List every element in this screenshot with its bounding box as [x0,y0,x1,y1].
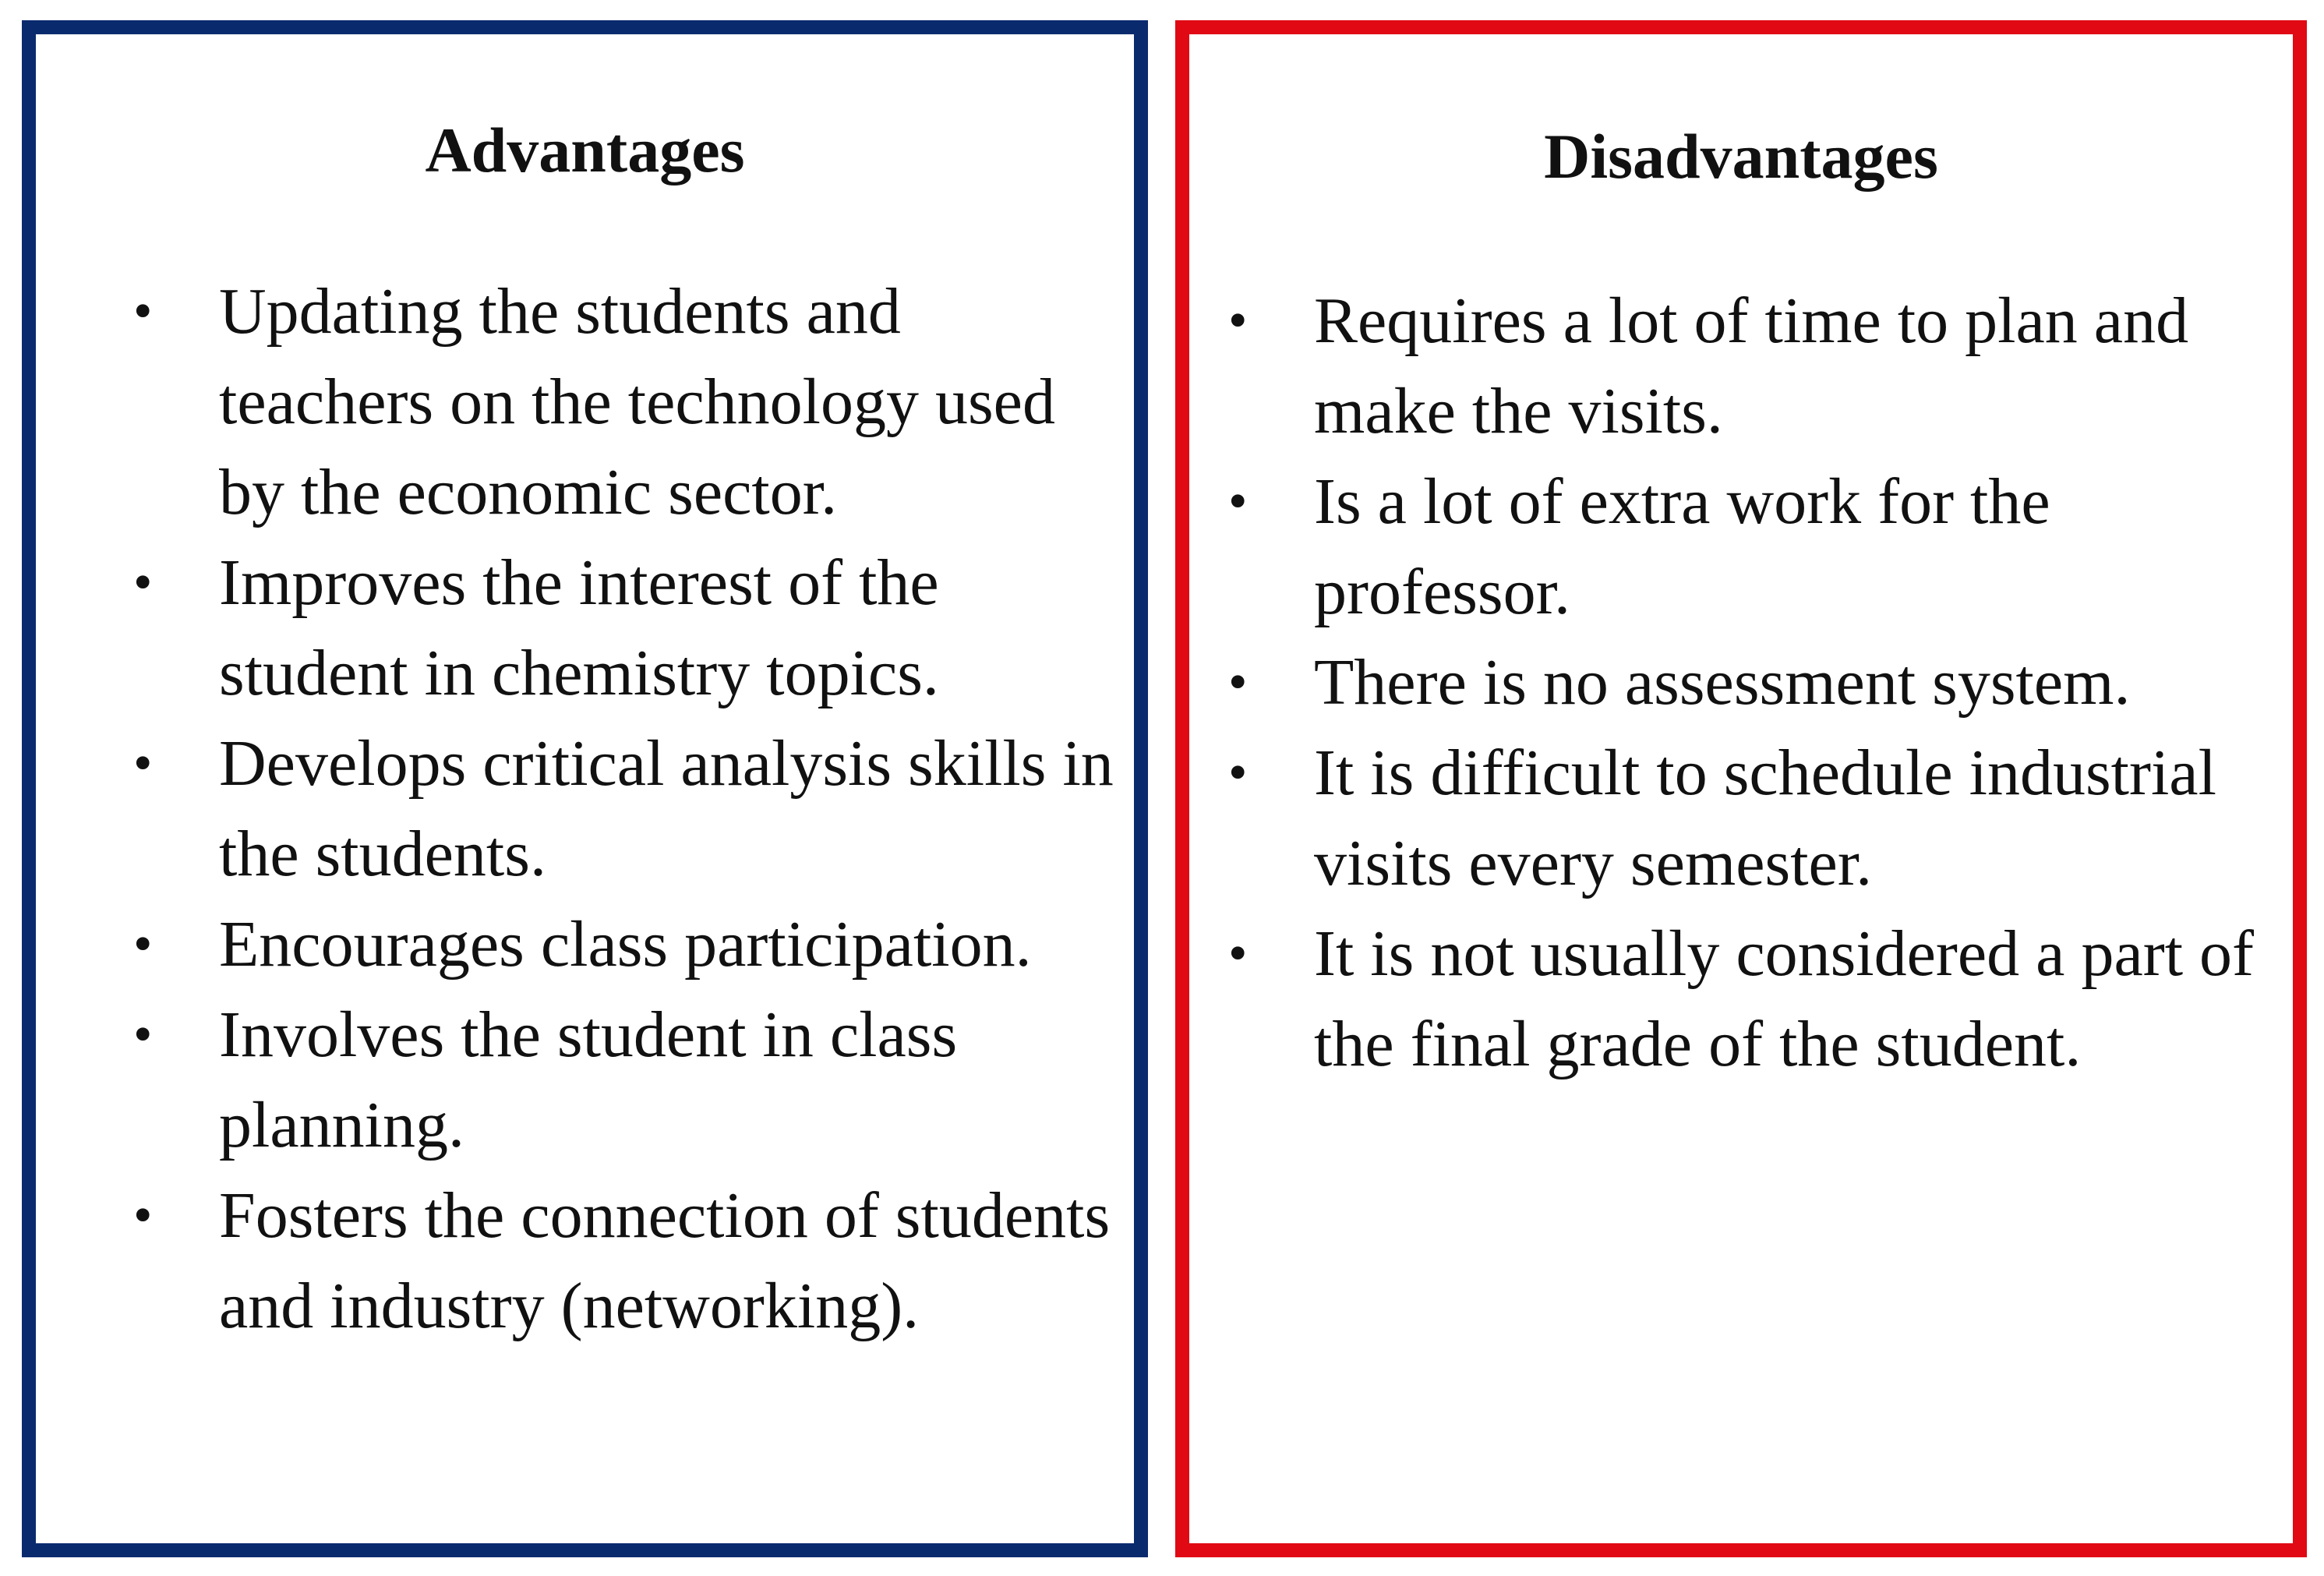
advantages-item [133,990,1131,1171]
advantages-item [133,267,1131,538]
disadvantages-list [1228,276,2312,1090]
disadvantages-item [1228,909,2312,1090]
advantages-item-text: Involves the student in class planning. [219,998,958,1161]
bullet-icon: • [133,281,153,341]
bullet-icon: • [1228,472,1248,532]
advantages-title: Advantages [425,115,745,186]
disadvantages-panel [1175,20,2307,1557]
advantages-item-text: Encourages class participation. [219,908,1032,981]
disadvantages-item [1228,728,2312,909]
disadvantages-item [1228,457,2312,638]
bullet-icon: • [133,914,153,974]
bullet-icon: • [133,553,153,613]
advantages-item-text: Updating the students and teachers on the technology used by the economic sector. [219,275,1055,528]
advantages-list [133,267,1131,1352]
disadvantages-item-text: Is a lot of extra work for the professor. [1314,465,2050,628]
bullet-icon: • [1228,291,1248,351]
advantages-item [133,719,1131,899]
advantages-item-text: Improves the interest of the student in chemistry topics. [219,546,939,709]
disadvantages-item [1228,276,2312,457]
advantages-item [133,899,1131,990]
bullet-icon: • [133,733,153,793]
bullet-icon: • [133,1005,153,1065]
disadvantages-item-text: Requires a lot of time to plan and make the visits. [1314,284,2189,447]
disadvantages-title: Disadvantages [1544,121,1938,192]
advantages-item [133,1171,1131,1352]
disadvantages-item-text: It is difficult to schedule industrial visits every semester. [1314,737,2216,899]
disadvantages-item [1228,638,2312,728]
bullet-icon: • [1228,743,1248,803]
advantages-item [133,538,1131,719]
bullet-icon: • [133,1186,153,1246]
disadvantages-item-text: It is not usually considered a part of the final grade of the student. [1314,917,2255,1080]
disadvantages-item-text: There is no assessment system. [1314,646,2131,719]
bullet-icon: • [1228,924,1248,984]
advantages-item-text: Develops critical analysis skills in the students. [219,727,1114,890]
advantages-panel [22,20,1148,1557]
advantages-item-text: Fosters the connection of students and industry (networking). [219,1179,1111,1342]
bullet-icon: • [1228,652,1248,712]
